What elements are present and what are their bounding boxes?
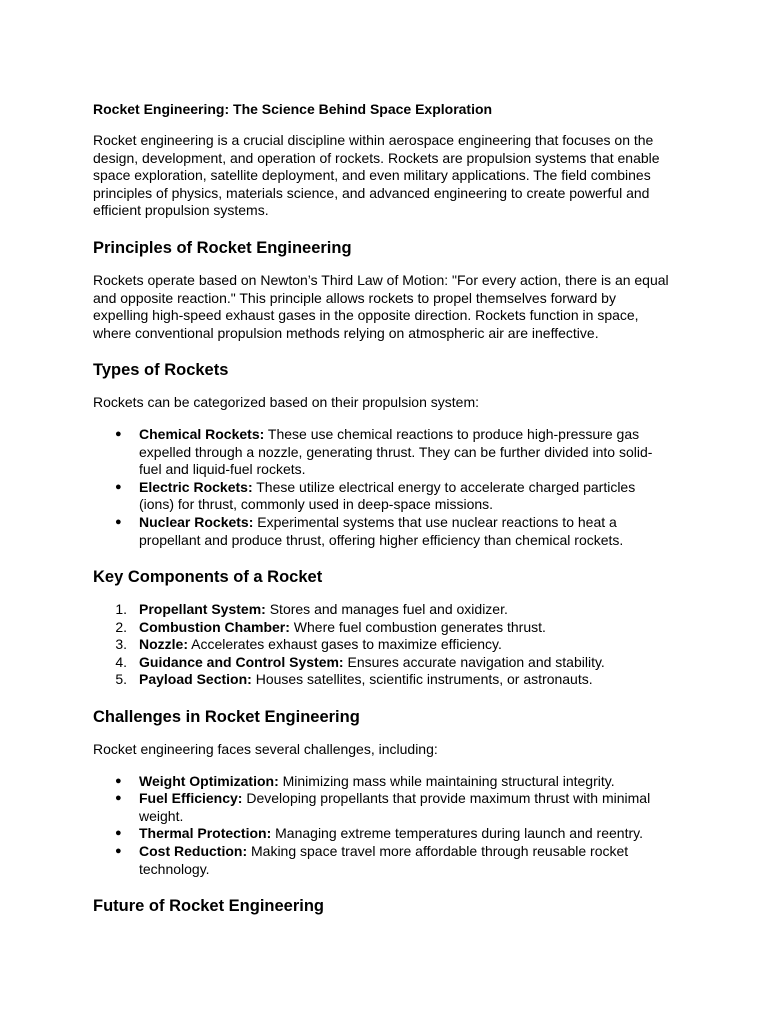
principles-paragraph: Rockets operate based on Newton’s Third Law of Motion: "For every action, there is an equal and opposite reaction." This principle allows rockets to propel themselves forward by expelling high-speed exhaust gases in the opposite direction. Rockets function in space, where conventional propulsion methods relying on atmospheric air are ineffective. (93, 271, 669, 341)
list-item-number: 2. (115, 618, 127, 635)
bullet-icon: ● (115, 427, 122, 440)
list-item-text: These utilize electrical energy to accelerate charged particles (ions) for thrust, commonly used in deep-space missions. (139, 478, 636, 513)
list-item-term: Guidance and Control System: (139, 653, 344, 670)
list-item (93, 825, 673, 843)
list-item (93, 636, 673, 654)
list-item-term: Cost Reduction: (139, 843, 248, 860)
challenges-heading: Challenges in Rocket Engineering (93, 708, 360, 727)
bullet-icon: ● (115, 774, 122, 787)
document-title: Rocket Engineering: The Science Behind Space Exploration (93, 101, 493, 117)
list-item-term: Nozzle: (139, 636, 188, 653)
list-item (93, 843, 673, 878)
list-item-text: Houses satellites, scientific instruments, or astronauts. (251, 671, 593, 688)
list-item (93, 773, 673, 791)
list-item-number: 5. (115, 671, 127, 688)
list-item-text: Where fuel combustion generates thrust. (289, 618, 546, 635)
list-item-text: Minimizing mass while maintaining structural integrity. (278, 772, 615, 789)
intro-paragraph: Rocket engineering is a crucial discipline within aerospace engineering that focuses on the design, development, and operation of rockets. Rockets are propulsion systems that enable space exploration, satellite deployment, and even military applications. The field combines principles of physics, materials science, and advanced engineering to create powerful and efficient propulsion systems. (93, 132, 660, 219)
document-page (93, 100, 673, 916)
list-item (93, 619, 673, 637)
list-item (93, 426, 673, 479)
list-item (93, 790, 673, 825)
future-heading: Future of Rocket Engineering (93, 897, 325, 916)
list-item-term: Chemical Rockets: (139, 425, 265, 442)
principles-heading: Principles of Rocket Engineering (93, 238, 352, 257)
list-item-number: 4. (115, 653, 127, 670)
list-item-term: Propellant System: (139, 601, 266, 618)
bullet-icon: ● (115, 480, 122, 493)
components-heading: Key Components of a Rocket (93, 568, 323, 587)
list-item-text: Ensures accurate navigation and stability. (343, 653, 605, 670)
bullet-icon: ● (115, 515, 122, 528)
list-item-text: Managing extreme temperatures during launch and reentry. (271, 825, 643, 842)
list-item-text: Making space travel more affordable through reusable rocket technology. (139, 843, 629, 877)
list-item-text: These use chemical reactions to produce high-pressure gas expelled through a nozzle, generating thrust. They can be further divided into solid-fuel and liquid-fuel rockets. (139, 425, 653, 478)
challenges-list (93, 773, 673, 879)
bullet-icon: ● (115, 845, 122, 858)
list-item-text: Accelerates exhaust gases to maximize efficiency. (188, 636, 502, 653)
list-item-text: Stores and manages fuel and oxidizer. (265, 601, 508, 618)
list-item (93, 514, 673, 549)
list-item-term: Thermal Protection: (139, 825, 272, 842)
list-item-term: Weight Optimization: (139, 772, 279, 789)
bullet-icon: ● (115, 792, 122, 805)
list-item-text: Experimental systems that use nuclear reactions to heat a propellant and produce thrust, offering higher efficiency than chemical rockets. (139, 513, 624, 548)
list-item-term: Fuel Efficiency: (139, 790, 243, 807)
list-item-term: Combustion Chamber: (139, 618, 290, 635)
list-item-term: Electric Rockets: (139, 478, 253, 495)
list-item-number: 1. (115, 601, 127, 618)
bullet-icon: ● (115, 827, 122, 840)
list-item-text: Developing propellants that provide maximum thrust with minimal weight. (139, 790, 651, 824)
challenges-intro: Rocket engineering faces several challenges, including: (93, 741, 438, 758)
types-intro: Rockets can be categorized based on their propulsion system: (93, 394, 479, 411)
list-item (93, 601, 673, 619)
list-item (93, 479, 673, 514)
list-item (93, 654, 673, 672)
components-list (93, 601, 673, 689)
types-heading: Types of Rockets (93, 361, 229, 380)
types-list (93, 426, 673, 549)
list-item-term: Nuclear Rockets: (139, 513, 254, 530)
list-item (93, 671, 673, 689)
list-item-number: 3. (115, 636, 127, 653)
list-item-term: Payload Section: (139, 671, 252, 688)
